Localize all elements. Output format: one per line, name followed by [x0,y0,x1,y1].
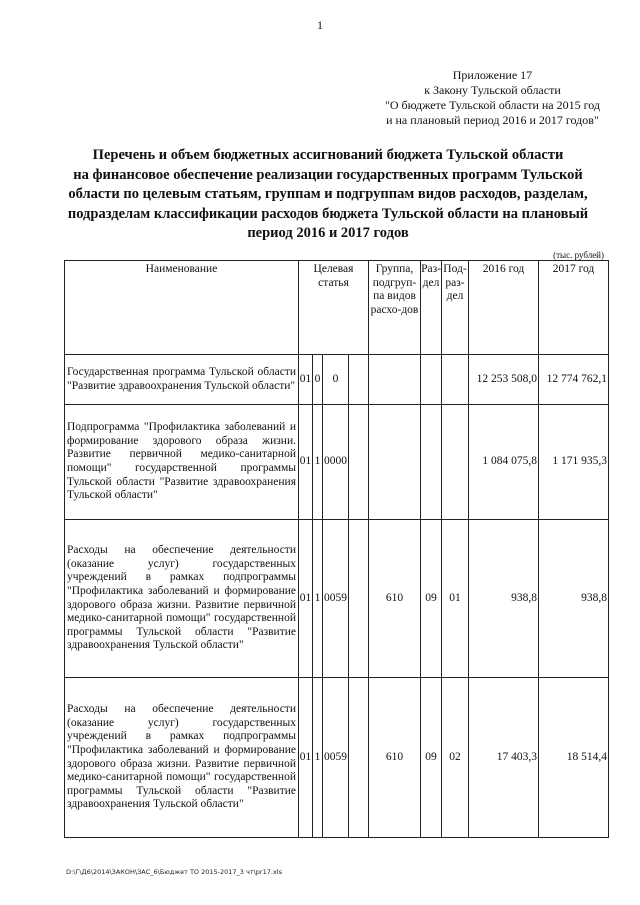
table-header-row [65,261,609,355]
appendix-line: к Закону Тульской области [424,83,561,97]
amount-2017: 938,8 [539,520,609,678]
row-name: Расходы на обеспечение деятельности (оказание услуг) государственных учреждений в рамках подпрограммы "Профилактика заболеваний и формирование здорового образа жизни. Развитие первичной медико-санитарной помощи" государственной программы Тульской области "Развитие здравоохранения Тульской области" [65,520,299,678]
amount-2017: 18 514,4 [539,678,609,838]
target-code-3: 0000 [323,405,349,520]
target-code-3: 0059 [323,520,349,678]
spacer-cell [349,355,369,405]
spacer-cell [349,678,369,838]
document-title [58,146,598,244]
spacer-cell [349,520,369,678]
header-2017: 2017 год [539,261,609,355]
section-code: 09 [421,520,442,678]
title-line: подразделам классификации расходов бюджета Тульской области на плановый [67,205,589,222]
target-code-1: 01 [299,520,313,678]
title-line: Перечень и объем бюджетных ассигнований бюджета Тульской области [92,147,564,163]
target-code-3: 0 [323,355,349,405]
group-code: 610 [369,520,421,678]
target-code-3: 0059 [323,678,349,838]
amount-2016: 1 084 075,8 [469,405,539,520]
header-2016: 2016 год [469,261,539,355]
amount-2017: 1 171 935,3 [539,405,609,520]
row-name: Подпрограмма "Профилактика заболеваний и формирование здорового образа жизни. Развитие первичной медико-санитарной помощи" государственной программы Тульской области "Развитие здравоохранения Тульской области" [65,405,299,520]
amount-2016: 12 253 508,0 [469,355,539,405]
subsection-code: 01 [442,520,469,678]
budget-table [64,260,609,838]
section-code: 09 [421,678,442,838]
section-code [421,405,442,520]
header-group: Группа, подгруп-па видов расхо-дов [369,261,421,355]
subsection-code [442,355,469,405]
target-code-2: 1 [313,678,323,838]
subsection-code: 02 [442,678,469,838]
title-line: на финансовое обеспечение реализации государственных программ Тульской [73,166,583,183]
header-section: Раз-дел [421,261,442,355]
table-row [65,520,609,678]
target-code-2: 1 [313,405,323,520]
units-note: (тыс. рублей) [553,250,604,260]
subsection-code [442,405,469,520]
appendix-note [385,68,600,128]
target-code-1: 01 [299,678,313,838]
row-name: Государственная программа Тульской области "Развитие здравоохранения Тульской области" [65,355,299,405]
target-code-2: 1 [313,520,323,678]
row-name: Расходы на обеспечение деятельности (оказание услуг) государственных учреждений в рамках подпрограммы "Профилактика заболеваний и формирование здорового образа жизни. Развитие первичной медико-санитарной помощи" государственной программы Тульской области "Развитие здравоохранения Тульской области" [65,678,299,838]
header-subsection: Под-раз-дел [442,261,469,355]
table-row [65,678,609,838]
file-path-footer: D:\Г\Д6\2014\ЗАКОН\ЗАС_6\Бюджет ТО 2015-2017_3 чт\pr17.xls [66,868,282,876]
appendix-line: "О бюджете Тульской области на 2015 год [384,98,600,112]
table-row [65,405,609,520]
amount-2016: 938,8 [469,520,539,678]
group-code [369,355,421,405]
amount-2017: 12 774 762,1 [539,355,609,405]
target-code-1: 01 [299,405,313,520]
header-target: Целевая статья [299,261,369,355]
amount-2016: 17 403,3 [469,678,539,838]
table-row [65,355,609,405]
section-code [421,355,442,405]
appendix-line: и на плановый период 2016 и 2017 годов" [386,113,599,127]
target-code-2: 0 [313,355,323,405]
header-name: Наименование [65,261,299,355]
group-code: 610 [369,678,421,838]
title-line: период 2016 и 2017 годов [247,225,409,241]
target-code-1: 01 [299,355,313,405]
title-line: области по целевым статьям, группам и подгруппам видов расходов, разделам, [68,186,588,202]
spacer-cell [349,405,369,520]
group-code [369,405,421,520]
appendix-line: Приложение 17 [452,68,533,82]
page-number: 1 [317,18,323,32]
